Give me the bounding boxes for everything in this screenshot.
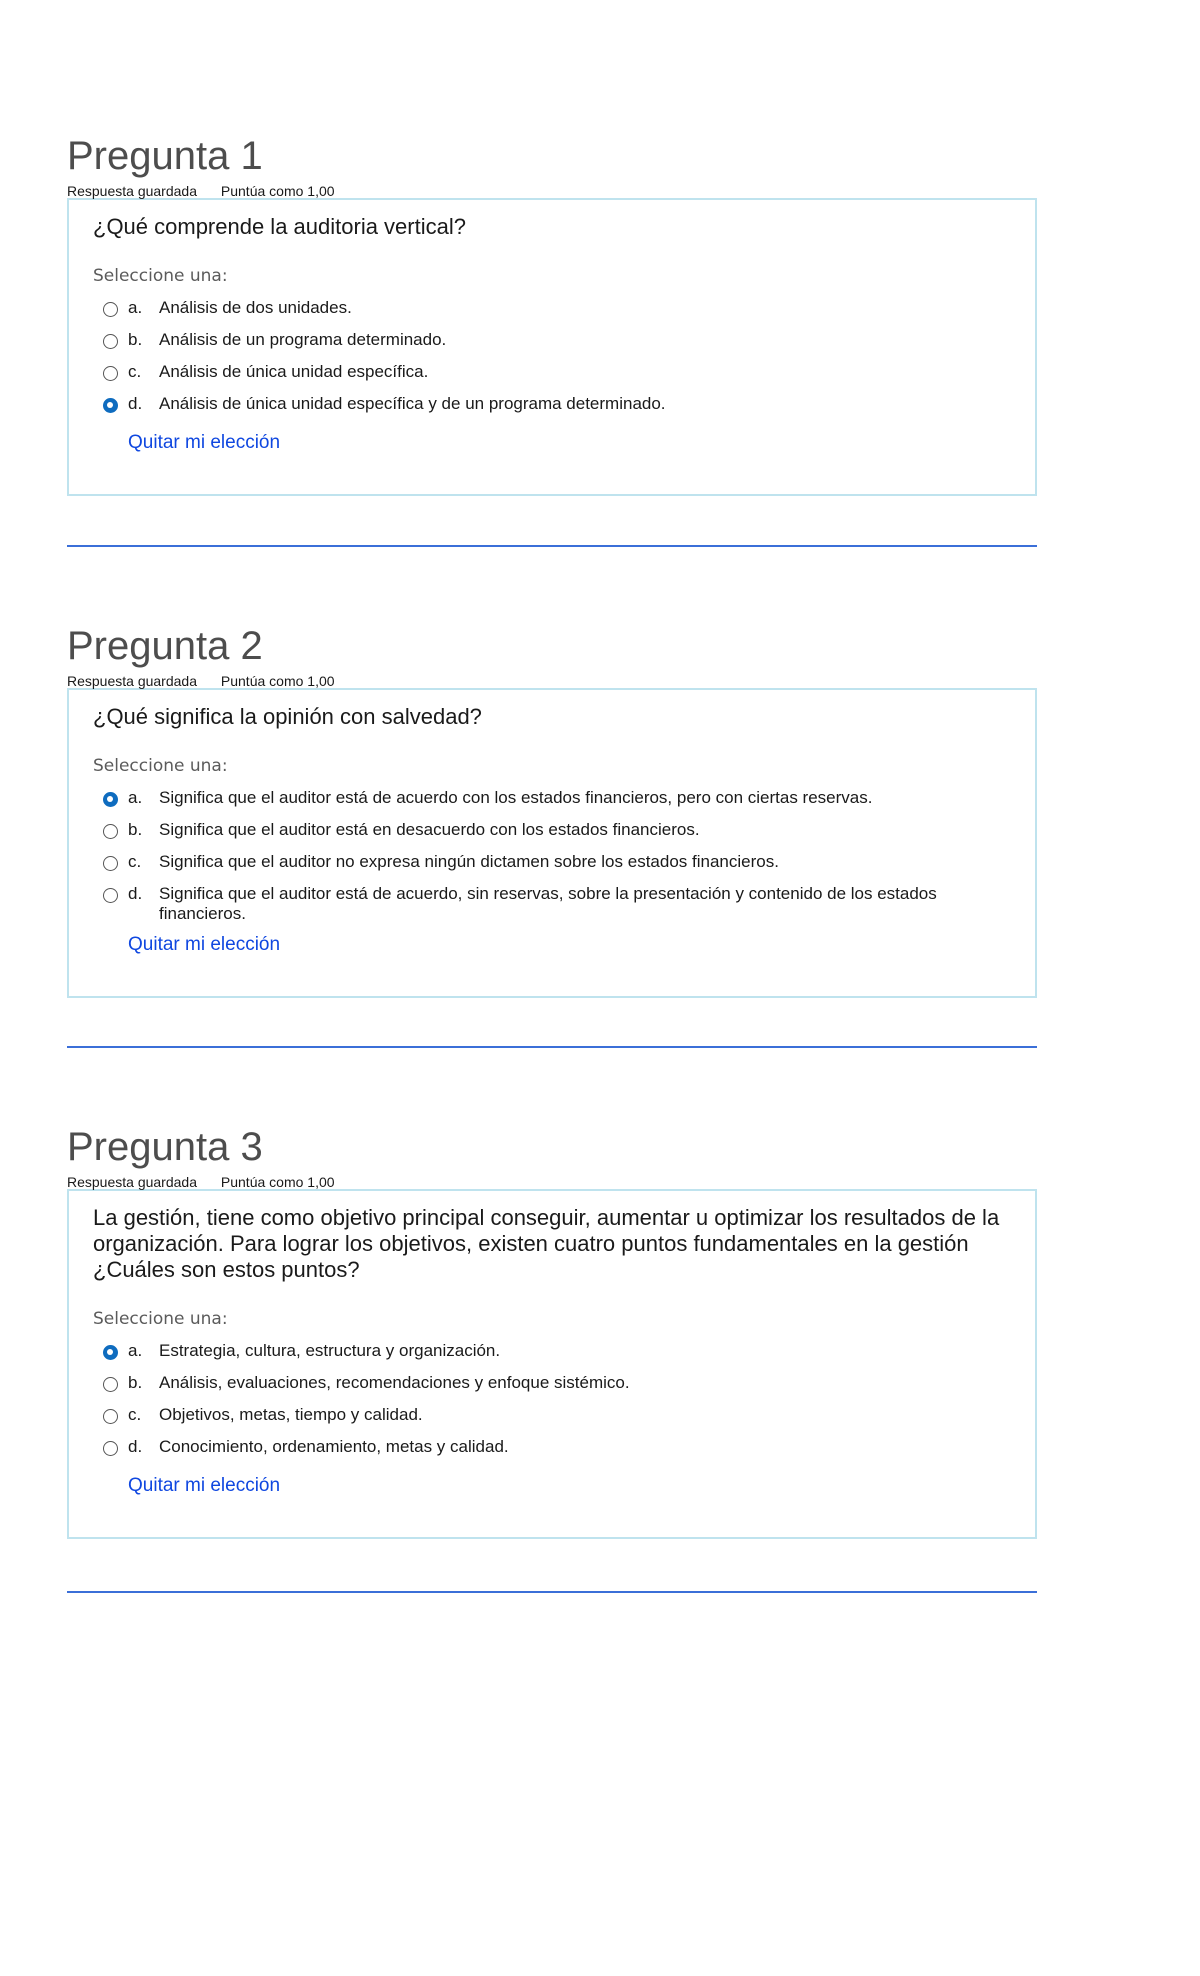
question-text: La gestión, tiene como objetivo principal conseguir, aumentar u optimizar los resultados de la organización. Para lograr los objetivos, existen cuatro puntos fundamentales en la gestión ¿Cuáles son estos puntos? xyxy=(93,1205,1000,1282)
answer-text[interactable]: Análisis de única unidad específica y de un programa determinado. xyxy=(159,394,666,413)
question-score: Puntúa como 1,00 xyxy=(220,673,335,689)
answer-option-c[interactable] xyxy=(93,852,1011,872)
answer-option-c[interactable] xyxy=(93,362,1011,382)
radio-unchecked-icon[interactable] xyxy=(103,824,118,839)
clear-choice-link[interactable]: Quitar mi elección xyxy=(128,934,281,955)
question-text: ¿Qué comprende la auditoria vertical? xyxy=(93,214,466,239)
answer-option-b[interactable] xyxy=(93,330,1011,350)
answer-text[interactable]: Objetivos, metas, tiempo y calidad. xyxy=(159,1405,423,1424)
question-box xyxy=(67,198,1037,496)
question-1 xyxy=(67,136,1037,496)
answer-text[interactable]: Análisis de un programa determinado. xyxy=(159,330,447,349)
answer-letter: a. xyxy=(128,1341,143,1360)
answer-letter: c. xyxy=(128,1405,142,1424)
answer-letter: b. xyxy=(128,1373,143,1392)
answer-option-a[interactable] xyxy=(93,1341,1011,1361)
radio-unchecked-icon[interactable] xyxy=(103,1377,118,1392)
answer-text[interactable]: Análisis de dos unidades. xyxy=(159,298,352,317)
select-one-label: Seleccione una: xyxy=(93,266,228,286)
question-divider xyxy=(67,1046,1037,1048)
radio-checked-icon[interactable] xyxy=(103,1345,118,1360)
question-status: Respuesta guardada xyxy=(67,1174,197,1190)
answer-text[interactable]: Significa que el auditor está de acuerdo, sin reservas, sobre la presentación y contenido de los estados financieros. xyxy=(159,884,937,923)
radio-unchecked-icon[interactable] xyxy=(103,334,118,349)
answer-letter: a. xyxy=(128,788,143,807)
answer-text[interactable]: Análisis, evaluaciones, recomendaciones y enfoque sistémico. xyxy=(159,1373,630,1392)
answer-letter: d. xyxy=(128,394,143,413)
answer-option-b[interactable] xyxy=(93,820,1011,840)
question-2 xyxy=(67,626,1037,998)
radio-unchecked-icon[interactable] xyxy=(103,1441,118,1456)
question-box xyxy=(67,1189,1037,1539)
radio-unchecked-icon[interactable] xyxy=(103,302,118,317)
answer-option-d[interactable] xyxy=(93,394,1011,414)
select-one-label: Seleccione una: xyxy=(93,756,228,776)
radio-checked-icon[interactable] xyxy=(103,398,118,413)
answer-letter: c. xyxy=(128,852,142,871)
question-box xyxy=(67,688,1037,998)
select-one-label: Seleccione una: xyxy=(93,1309,228,1329)
clear-choice-link[interactable]: Quitar mi elección xyxy=(128,432,281,453)
answer-text[interactable]: Análisis de única unidad específica. xyxy=(159,362,429,381)
radio-unchecked-icon[interactable] xyxy=(103,888,118,903)
answer-letter: d. xyxy=(128,884,143,903)
answer-option-a[interactable] xyxy=(93,788,1011,808)
answer-letter: b. xyxy=(128,330,143,349)
radio-checked-icon[interactable] xyxy=(103,792,118,807)
answer-text[interactable]: Significa que el auditor no expresa ningún dictamen sobre los estados financieros. xyxy=(159,852,779,871)
answer-letter: a. xyxy=(128,298,143,317)
radio-unchecked-icon[interactable] xyxy=(103,856,118,871)
clear-choice-link[interactable]: Quitar mi elección xyxy=(128,1475,281,1496)
radio-unchecked-icon[interactable] xyxy=(103,1409,118,1424)
question-title: Pregunta 1 xyxy=(67,134,263,178)
question-title: Pregunta 2 xyxy=(67,624,263,668)
answer-letter: c. xyxy=(128,362,142,381)
answer-list xyxy=(93,298,1011,414)
question-status: Respuesta guardada xyxy=(67,183,197,199)
answer-text[interactable]: Significa que el auditor está de acuerdo con los estados financieros, pero con ciertas reservas. xyxy=(159,788,873,807)
answer-list xyxy=(93,1341,1011,1457)
radio-unchecked-icon[interactable] xyxy=(103,366,118,381)
answer-text[interactable]: Conocimiento, ordenamiento, metas y calidad. xyxy=(159,1437,509,1456)
question-text: ¿Qué significa la opinión con salvedad? xyxy=(93,704,482,729)
question-divider xyxy=(67,1591,1037,1593)
answer-option-c[interactable] xyxy=(93,1405,1011,1425)
question-title: Pregunta 3 xyxy=(67,1125,263,1169)
question-status: Respuesta guardada xyxy=(67,673,197,689)
answer-option-a[interactable] xyxy=(93,298,1011,318)
answer-text[interactable]: Estrategia, cultura, estructura y organización. xyxy=(159,1341,501,1360)
answer-letter: d. xyxy=(128,1437,143,1456)
answer-option-d[interactable] xyxy=(93,1437,1011,1457)
answer-list xyxy=(93,788,1011,924)
answer-text[interactable]: Significa que el auditor está en desacuerdo con los estados financieros. xyxy=(159,820,700,839)
answer-option-b[interactable] xyxy=(93,1373,1011,1393)
answer-letter: b. xyxy=(128,820,143,839)
question-divider xyxy=(67,545,1037,547)
question-3 xyxy=(67,1127,1037,1539)
answer-option-d[interactable] xyxy=(93,884,1011,924)
question-score: Puntúa como 1,00 xyxy=(220,1174,335,1190)
question-score: Puntúa como 1,00 xyxy=(220,183,335,199)
